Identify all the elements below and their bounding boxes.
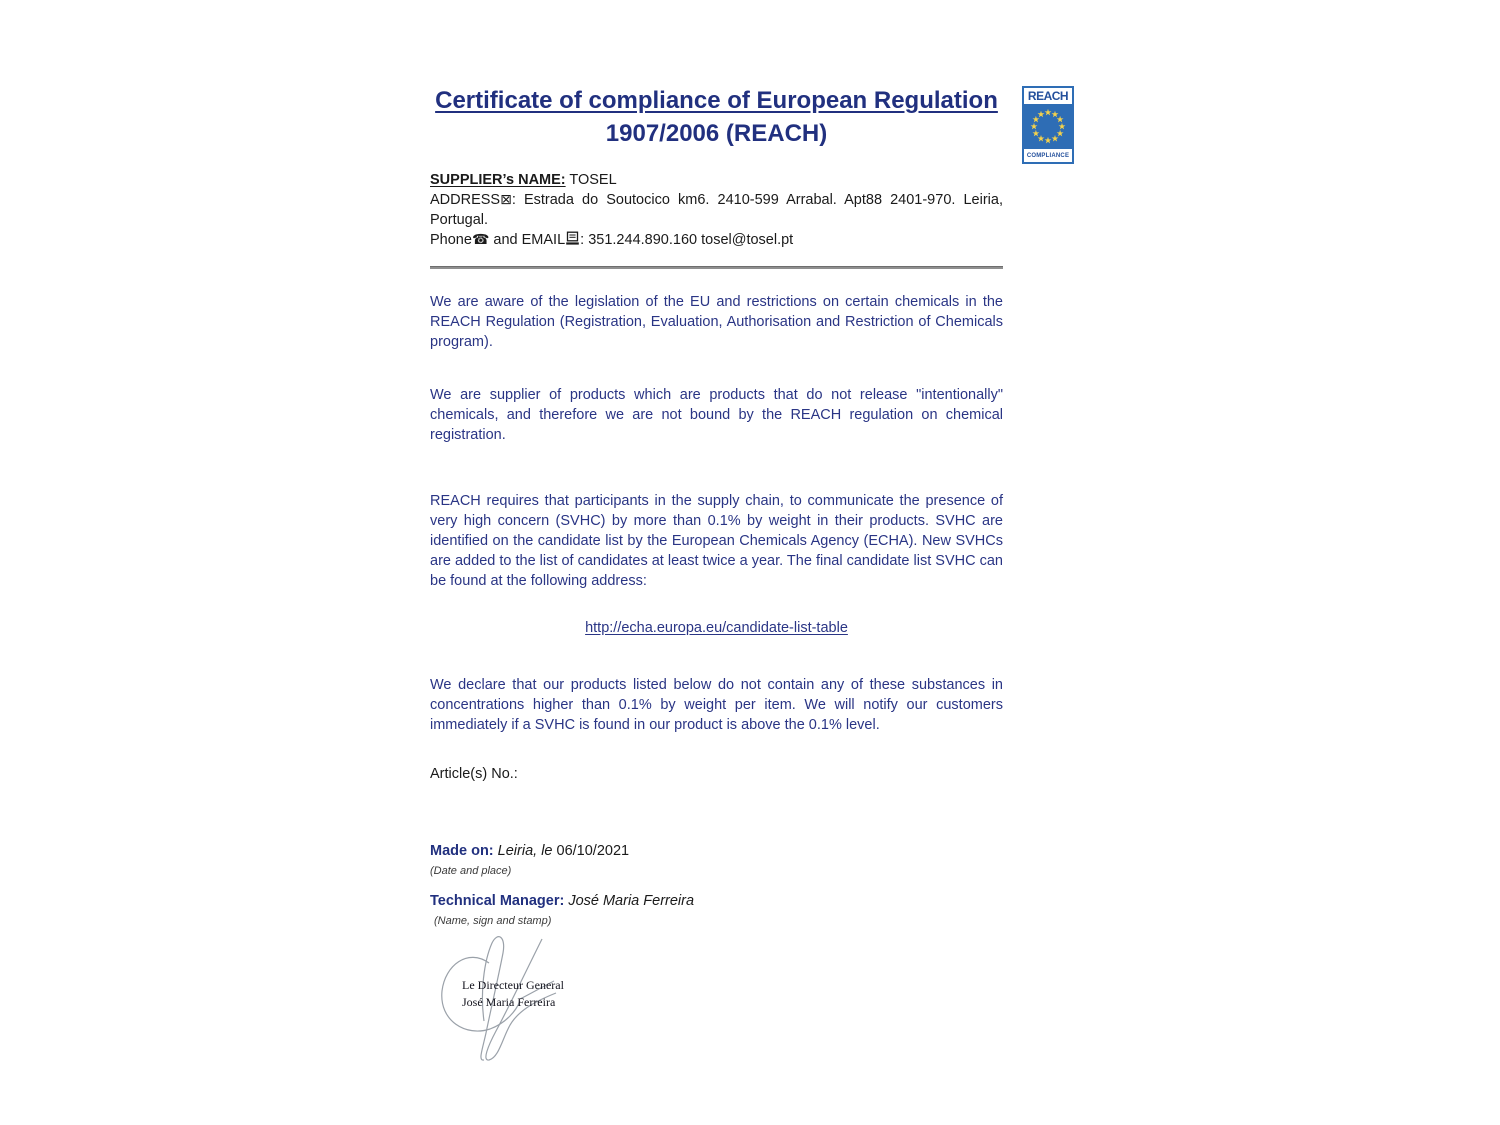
made-on-label: Made on: <box>430 843 494 859</box>
made-on-place: Leiria, le <box>493 843 553 859</box>
envelope-icon: ⊠ <box>500 192 512 208</box>
supplier-contact-line <box>430 230 1003 252</box>
paragraph-declaration: We declare that our products listed below do not contain any of these substances in concentrations higher than 0.1% by weight per item. We will notify our customers immediately if a SVHC is found in our product is above the 0.1% level. <box>430 677 1003 733</box>
signature-text-line-1: Le Directeur General <box>462 978 564 992</box>
name-sign-stamp-caption: (Name, sign and stamp) <box>434 915 552 927</box>
section-divider <box>430 266 1003 269</box>
computer-icon <box>565 231 580 252</box>
made-on-line <box>430 843 629 859</box>
technical-manager-line <box>430 893 694 909</box>
candidate-list-link[interactable]: http://echa.europa.eu/candidate-list-table <box>585 620 848 636</box>
reach-logo-title: REACH <box>1024 88 1072 104</box>
phone-icon: ☎ <box>471 232 490 248</box>
contact-value: : 351.244.890.160 tosel@tosel.pt <box>580 232 794 248</box>
title-line-1: Certificate of compliance of European Regulation <box>435 87 998 114</box>
supplier-name-value: TOSEL <box>565 172 617 188</box>
eu-stars-field <box>1024 104 1072 149</box>
document-title <box>430 84 1003 150</box>
supplier-name-line <box>430 170 1003 190</box>
supplier-block <box>430 170 1003 252</box>
email-label: and EMAIL <box>489 232 566 248</box>
signature-area <box>432 933 582 1073</box>
articles-no-label: Article(s) No.: <box>430 766 518 782</box>
title-line-2: 1907/2006 (REACH) <box>605 120 828 147</box>
technical-manager-name: José Maria Ferreira <box>564 893 695 909</box>
signature-text-line-2: José Maria Ferreira <box>462 995 556 1009</box>
reach-compliance-logo <box>1022 86 1074 164</box>
technical-manager-label: Technical Manager: <box>430 893 565 909</box>
address-label: ADDRESS <box>430 192 501 208</box>
date-place-caption: (Date and place) <box>430 865 512 877</box>
phone-label: Phone <box>430 232 472 248</box>
made-on-date: 06/10/2021 <box>552 843 630 859</box>
eu-stars-icon <box>1024 104 1072 149</box>
address-value: : Estrada do Soutocico km6. 2410-599 Arrabal. Apt88 2401-970. Leiria, Portugal. <box>430 192 1003 228</box>
paragraph-awareness: We are aware of the legislation of the EU and restrictions on certain chemicals in the REACH Regulation (Registration, Evaluation, Authorisation and Restriction of Chemicals program). <box>430 294 1003 350</box>
supplier-address-line <box>430 190 1003 230</box>
paragraph-supplier-statement: We are supplier of products which are products that do not release "intentionally" chemicals, and therefore we are not bound by the REACH regulation on chemical registration. <box>430 387 1003 443</box>
supplier-name-label: SUPPLIER’s NAME: <box>430 172 566 188</box>
reach-logo-compliance: COMPLIANCE <box>1024 149 1072 162</box>
document-content <box>430 0 1003 1125</box>
candidate-list-link-line <box>430 620 1003 636</box>
paragraph-reach-requirements: REACH requires that participants in the supply chain, to communicate the presence of very high concern (SVHC) by more than 0.1% by weight in their products. SVHC are identified on the candidate list by the European Chemicals Agency (ECHA). New SVHCs are added to the list of candidates at least twice a year. The final candidate list SVHC can be found at the following address: <box>430 493 1003 589</box>
signature-text <box>462 977 564 1011</box>
